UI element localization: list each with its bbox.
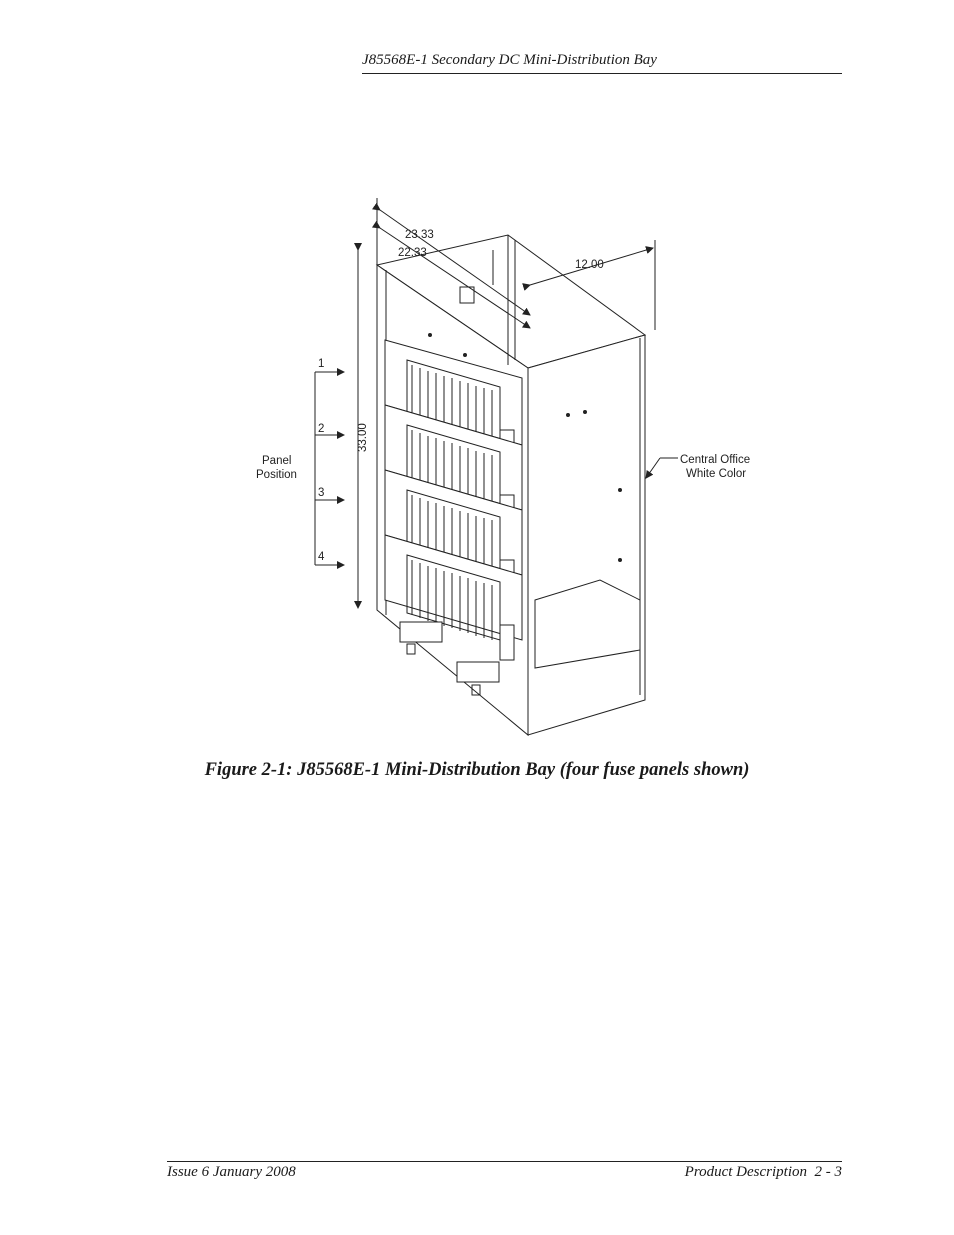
footer-page: Product Description 2 - 3 xyxy=(684,1164,842,1180)
dim-width: 12.00 xyxy=(575,259,604,271)
footer-issue: Issue 6 January 2008 xyxy=(167,1164,296,1180)
header-rule xyxy=(362,73,842,74)
panel-label-line1: Panel xyxy=(262,455,292,467)
color-label-line1: Central Office xyxy=(680,454,751,466)
bay-illustration xyxy=(250,190,751,750)
dim-height: 33.00 xyxy=(357,423,369,452)
bay-figure xyxy=(250,190,751,750)
panel-position-1: 1 xyxy=(318,358,325,370)
panel-position-2: 2 xyxy=(318,423,325,435)
panel-position-3: 3 xyxy=(318,487,325,499)
figure-caption: Figure 2-1: J85568E-1 Mini-Distribution Bay (four fuse panels shown) xyxy=(204,760,750,780)
footer-rule xyxy=(167,1161,842,1162)
color-label-line2: White Color xyxy=(686,468,747,480)
panel-label-line2: Position xyxy=(256,469,297,481)
running-header: J85568E-1 Secondary DC Mini-Distribution Bay xyxy=(362,52,657,68)
dim-depth-inner: 22.33 xyxy=(398,247,427,259)
panel-position-4: 4 xyxy=(318,551,325,563)
dim-depth-outer: 23.33 xyxy=(405,229,434,241)
